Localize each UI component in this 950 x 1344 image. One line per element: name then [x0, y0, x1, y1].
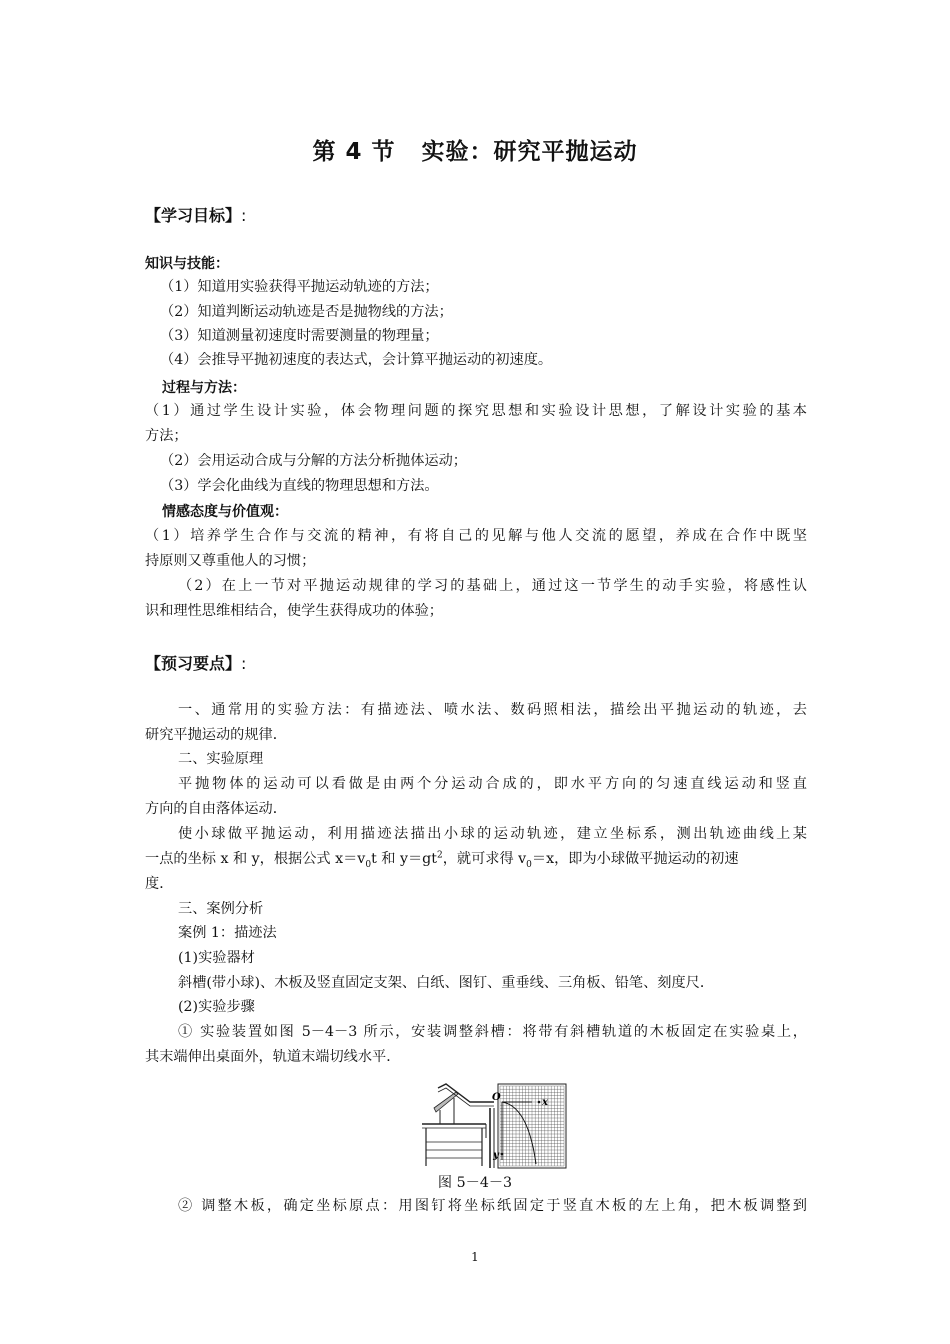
figure-label-y: y: [493, 1150, 499, 1161]
process-item-1-line-2: 方法；: [145, 428, 188, 444]
preview-p2: 二、实验原理: [178, 751, 264, 767]
preview-p10-line-2: 其末端伸出桌面外，轨道末端切线水平．: [145, 1049, 401, 1065]
preview-p6: 案例 1：描迹法: [178, 925, 277, 941]
preview-p4-line-3: 度．: [145, 876, 174, 892]
preview-p5: 三、案例分析: [178, 901, 264, 917]
objectives-heading: 【学习目标】:: [145, 206, 247, 225]
knowledge-item-3: （3）知道测量初速度时需要测量的物理量；: [160, 328, 439, 344]
preview-p11: ② 调整木板，确定坐标原点：用图钉将坐标纸固定于竖直木板的左上角，把木板调整到: [178, 1198, 807, 1214]
preview-p1-line-2: 研究平抛运动的规律．: [145, 727, 287, 743]
figure-caption: 图 5－4－3: [437, 1175, 513, 1191]
figure-label-o: O: [492, 1092, 501, 1103]
knowledge-label: 知识与技能：: [145, 256, 229, 272]
preview-p8: 斜槽(带小球)、木板及竖直固定支架、白纸、图钉、重垂线、三角板、铅笔、刻度尺．: [178, 975, 715, 991]
preview-p7: (1)实验器材: [178, 950, 255, 966]
page-title: [0, 133, 950, 166]
preview-p3-line-1: 平抛物体的运动可以看做是由两个分运动合成的，即水平方向的匀速直线运动和竖直: [178, 776, 807, 792]
title-section-number: 第 4 节: [312, 139, 396, 165]
figure-label-x: x: [542, 1097, 548, 1108]
process-item-1-line-1: （1）通过学生设计实验，体会物理问题的探究思想和实验设计思想，了解设计实验的基本: [145, 403, 807, 419]
knowledge-item-4: （4）会推导平抛初速度的表达式，会计算平抛运动的初速度。: [160, 352, 553, 368]
title-text: 实验：研究平抛运动: [421, 139, 638, 165]
preview-p3-line-2: 方向的自由落体运动．: [145, 801, 287, 817]
apparatus-figure: [420, 1078, 570, 1170]
preview-p10-line-1: ① 实验装置如图 5－4－3 所示，安装调整斜槽：将带有斜槽轨道的木板固定在实验桌上，: [178, 1024, 807, 1040]
process-label: 过程与方法：: [162, 380, 246, 396]
preview-p1-line-1: 一、通常用的实验方法：有描迹法、喷水法、数码照相法，描绘出平抛运动的轨迹，去: [178, 702, 807, 718]
attitude-item-2-line-2: 识和理性思维相结合，使学生获得成功的体验；: [145, 603, 443, 619]
attitude-item-1-line-2: 持原则又尊重他人的习惯；: [145, 553, 316, 569]
knowledge-item-2: （2）知道判断运动轨迹是否是抛物线的方法；: [160, 304, 453, 320]
preview-p9: (2)实验步骤: [178, 999, 255, 1015]
attitude-item-2-line-1: （2）在上一节对平抛运动规律的学习的基础上，通过这一节学生的动手实验，将感性认: [178, 578, 807, 594]
preview-p4-line-1: 使小球做平抛运动，利用描迹法描出小球的运动轨迹，建立坐标系，测出轨迹曲线上某: [178, 826, 807, 842]
process-item-2: （2）会用运动合成与分解的方法分析抛体运动；: [160, 453, 467, 469]
process-item-3: （3）学会化曲线为直线的物理思想和方法。: [160, 478, 439, 494]
attitude-item-1-line-1: （1）培养学生合作与交流的精神，有将自己的见解与他人交流的愿望，养成在合作中既坚: [145, 528, 807, 544]
preview-heading: 【预习要点】:: [145, 654, 247, 673]
attitude-label: 情感态度与价值观：: [162, 504, 288, 520]
knowledge-item-1: （1）知道用实验获得平抛运动轨迹的方法；: [160, 279, 439, 295]
page-number: 1: [471, 1250, 479, 1264]
preview-p4-line-2: 一点的坐标 x 和 y，根据公式 $x=v_0t$ 和 $y=gt^2$，就可求得 $v_0=x$，即为小球做平抛运动的初速: [145, 850, 739, 870]
